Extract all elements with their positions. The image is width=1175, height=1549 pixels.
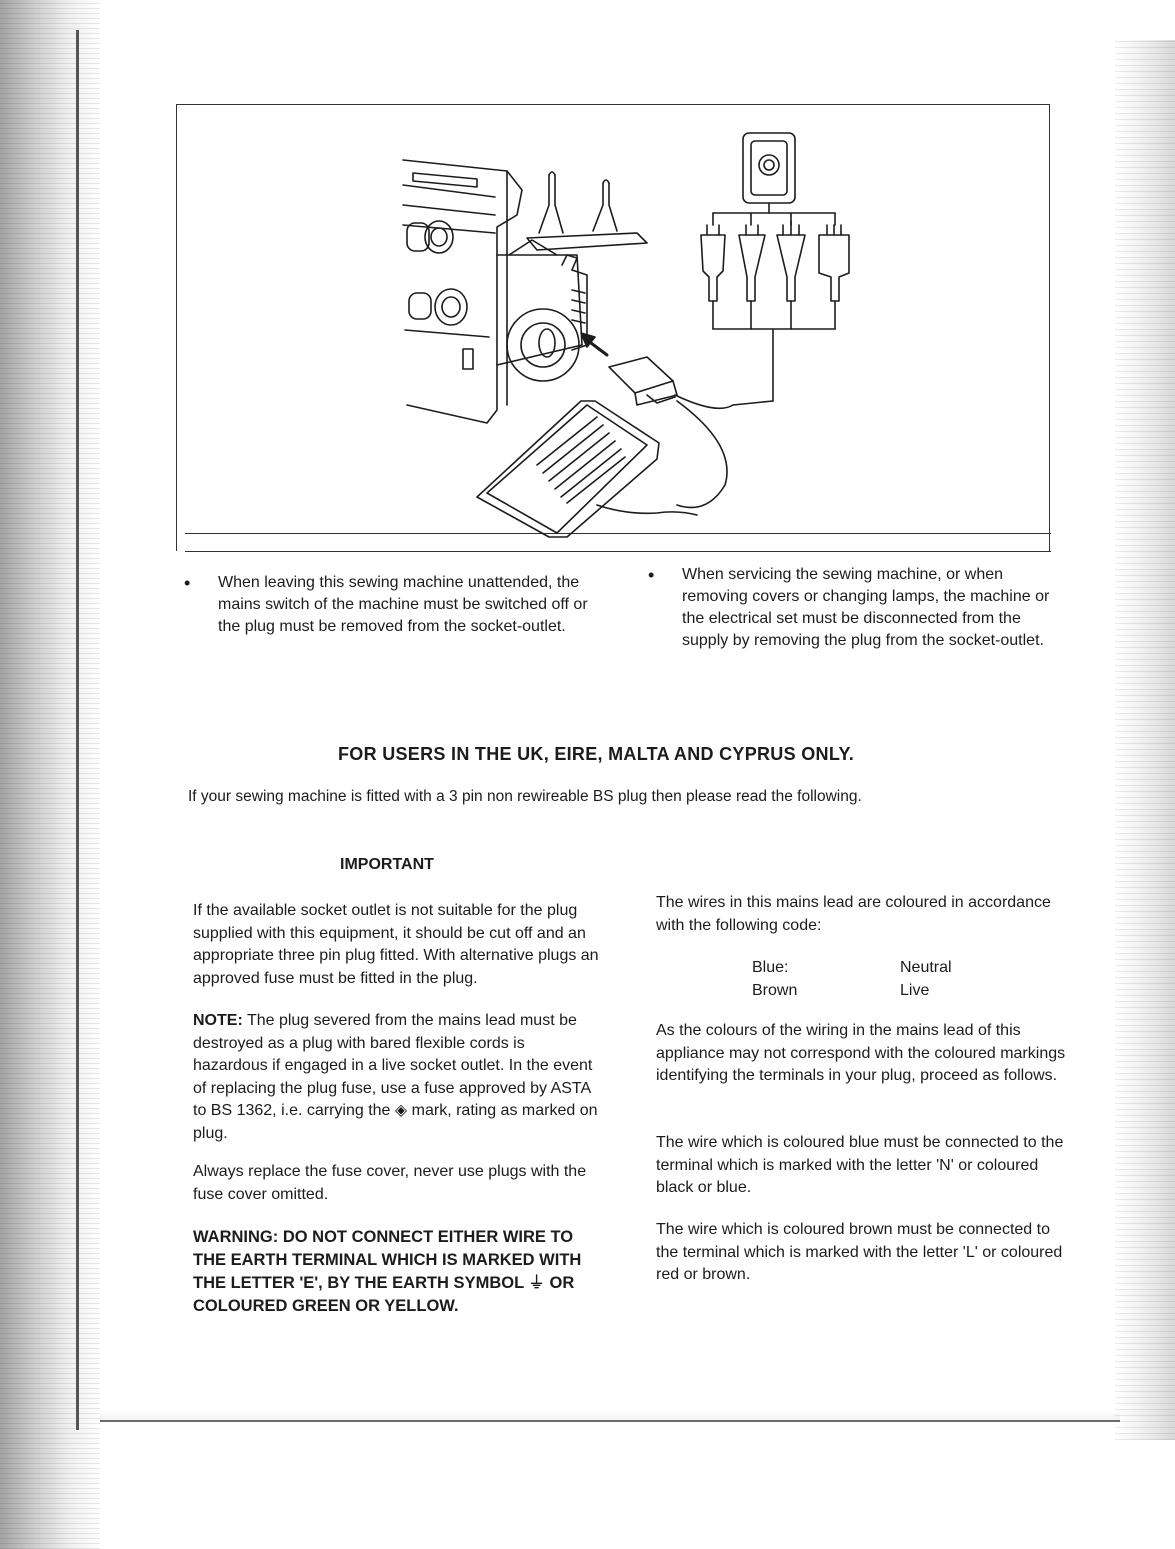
connector-plug-drawing (581, 333, 733, 508)
code-terminal: Live (900, 982, 930, 999)
code-colour: Brown (752, 982, 798, 999)
right-paragraph-2: As the colours of the wiring in the mains lead of this appliance may not correspond with the coloured markings identifying the terminals in your plug, proceed as follows. (656, 1022, 1066, 1084)
code-row-brown (752, 979, 952, 1002)
right-paragraph-3: The wire which is coloured blue must be connected to the terminal which is marked with the letter 'N' or coloured black or blue. (656, 1134, 1064, 1196)
sewing-machine-plug-illustration (177, 105, 1049, 551)
right-paragraph-1: The wires in this mains lead are coloured in accordance with the following code: (656, 894, 1051, 934)
note-paragraph (193, 1010, 603, 1145)
right-paragraph-4: The wire which is coloured brown must be connected to the terminal which is marked with the letter 'L' or coloured red or brown. (656, 1221, 1063, 1283)
left-paragraph-3: Always replace the fuse cover, never use plugs with the fuse cover omitted. (193, 1163, 587, 1203)
left-paragraph-1: If the available socket outlet is not suitable for the plug supplied with this equipment, it should be cut off and an appropriate three pin plug fitted. With alternative plugs an approved fuse must be fitted in the plug. (193, 902, 599, 987)
plug-variants-drawing (701, 221, 849, 405)
bullet-dot: • (184, 573, 191, 593)
warning-paragraph: WARNING: DO NOT CONNECT EITHER WIRE TO THE EARTH TERMINAL WHICH IS MARKED WITH THE LETTER 'E', BY THE EARTH SYMBOL ⏚ OR COLOURED GREEN OR YELLOW. (193, 1228, 582, 1315)
wall-socket-drawing (713, 133, 835, 225)
code-colour: Blue: (752, 959, 789, 976)
sewing-machine-drawing (403, 160, 647, 423)
scan-shadow-left (0, 0, 100, 1549)
bullet-servicing-text: When servicing the sewing machine, or when removing covers or changing lamps, the machine or the electrical set must be disconnected from the supply by removing the plug from the socket-outlet. (682, 566, 1050, 649)
illustration-frame (176, 104, 1050, 551)
bullet-unattended-text: When leaving this sewing machine unattended, the mains switch of the machine must be switched off or the plug must be removed from the socket-outlet. (218, 574, 588, 635)
section-heading: FOR USERS IN THE UK, EIRE, MALTA AND CYPRUS ONLY. (338, 744, 855, 764)
section-intro: If your sewing machine is fitted with a 3 pin non rewireable BS plug then please read the following. (188, 788, 862, 805)
bullet-dot: • (648, 565, 655, 585)
note-text: The plug severed from the mains lead must be destroyed as a plug with bared flexible cords is hazardous if engaged in a live socket outlet. In the event of replacing the plug fuse, use a fuse approved by ASTA to BS 1362, i.e. carrying the ◈ mark, rating as marked on plug. (193, 1012, 598, 1142)
wire-colour-code-table (752, 956, 952, 1002)
bullet-unattended (184, 572, 596, 638)
page-bottom-edge (100, 1410, 1120, 1422)
code-row-blue (752, 956, 952, 979)
scan-binding-edge (76, 30, 79, 1430)
foot-pedal-drawing (477, 401, 697, 537)
important-label: IMPORTANT (340, 856, 434, 873)
code-terminal: Neutral (900, 959, 952, 976)
scan-shadow-right (1115, 40, 1175, 1440)
note-label: NOTE: (193, 1012, 243, 1029)
bullet-servicing (648, 564, 1058, 652)
